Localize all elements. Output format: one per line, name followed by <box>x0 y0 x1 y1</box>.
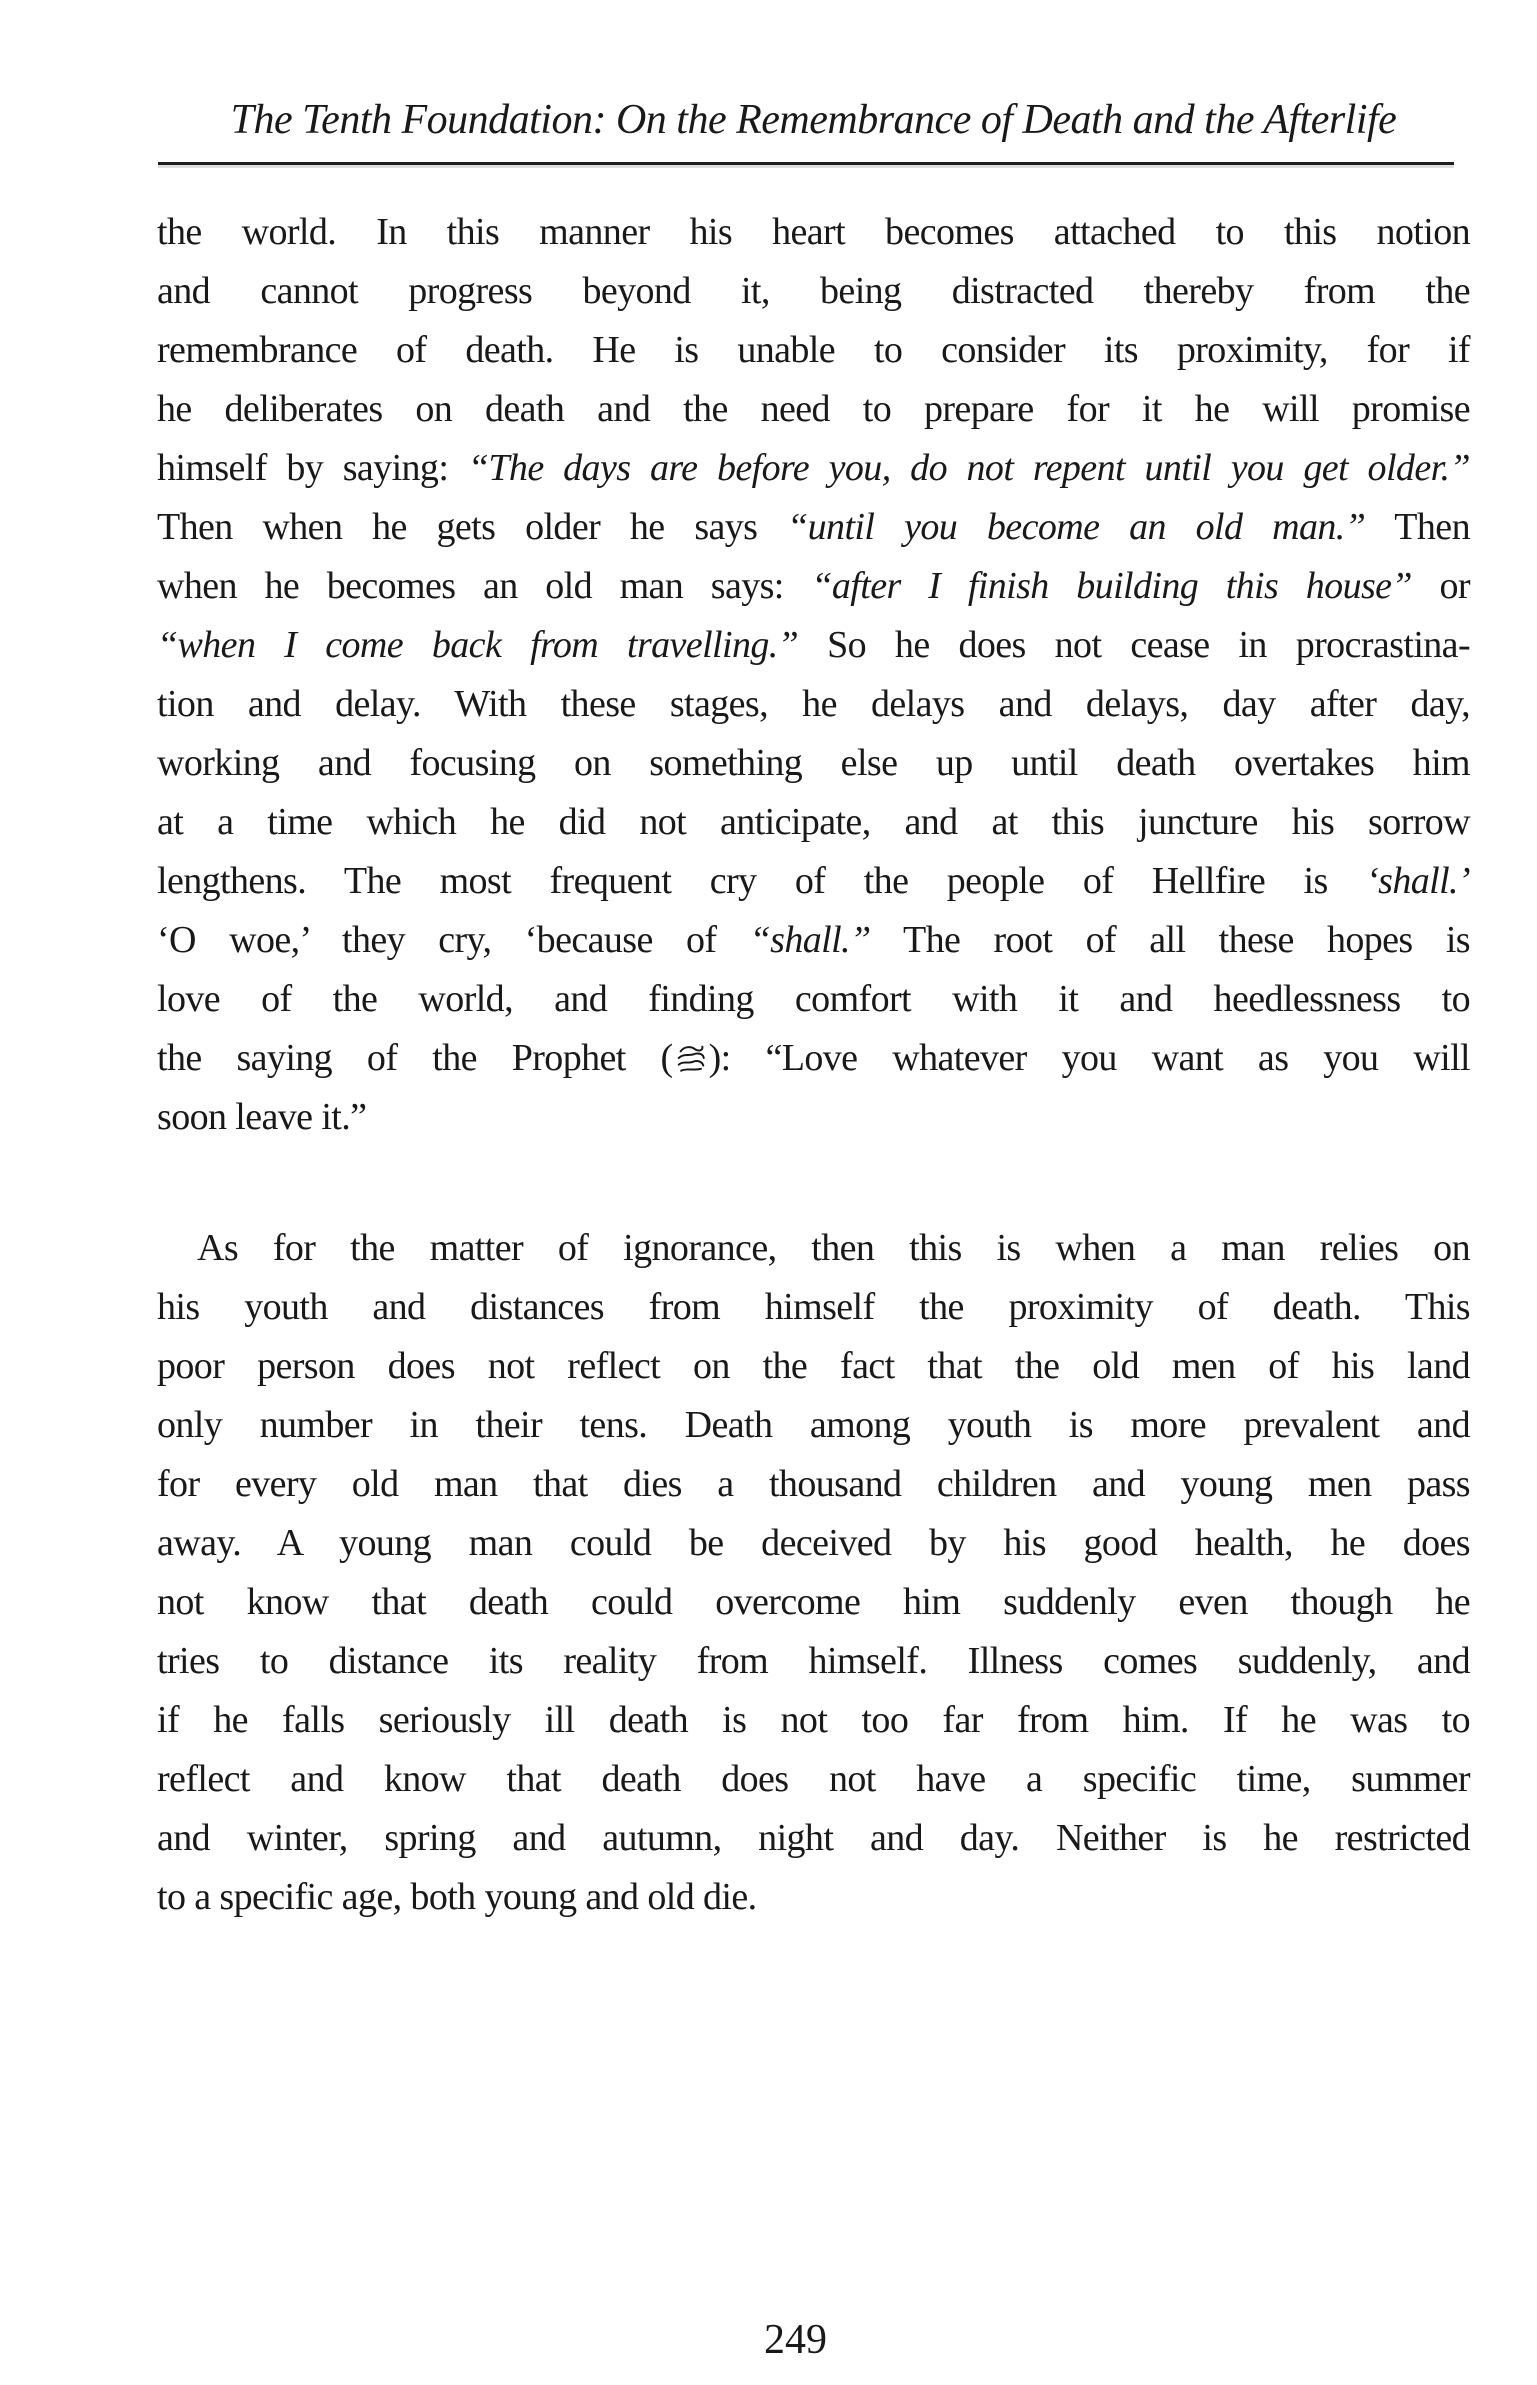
body-text: So he does not cease in procrastina- <box>798 624 1470 666</box>
text-line <box>157 262 1470 321</box>
body-text: ): “Love whatever you want as you will <box>708 1037 1470 1079</box>
body-text: only number in their tens. Death among youth is more prevalent and <box>157 1404 1470 1446</box>
text-line <box>157 1691 1470 1750</box>
body-text: love of the world, and finding comfort with it and heedlessness to <box>157 978 1470 1020</box>
text-line <box>157 1573 1470 1632</box>
italic-text: ‘shall.’ <box>1366 860 1470 902</box>
body-text: ‘O woe,’ they cry, ‘because of <box>157 919 750 961</box>
text-line <box>157 203 1470 262</box>
body-text: at a time which he did not anticipate, and at this juncture his sorrow <box>157 801 1470 843</box>
body-text: As for the matter of ignorance, then this is when a man relies on <box>197 1227 1470 1269</box>
body-text: to a specific age, both young and old die. <box>157 1876 757 1918</box>
text-line <box>157 321 1470 380</box>
body-text: reflect and know that death does not have a specific time, summer <box>157 1758 1470 1800</box>
body-text: for every old man that dies a thousand children and young men pass <box>157 1463 1470 1505</box>
italic-text: “until you become an old man.” <box>787 506 1366 548</box>
text-line <box>157 675 1470 734</box>
text-line <box>157 1750 1470 1809</box>
body-text: remembrance of death. He is unable to consider its proximity, for if <box>157 329 1470 371</box>
body-text: poor person does not reflect on the fact that the old men of his land <box>157 1345 1470 1387</box>
paragraph <box>157 1219 1470 1927</box>
text-line <box>157 1514 1470 1573</box>
body-text: soon leave it.” <box>157 1096 367 1138</box>
body-text: tion and delay. With these stages, he delays and delays, day after day, <box>157 683 1470 725</box>
header-rule-divider <box>158 162 1454 165</box>
text-line <box>157 1029 1470 1088</box>
text-line <box>157 911 1470 970</box>
text-line <box>157 1868 1470 1927</box>
page-body <box>157 203 1470 1927</box>
text-line <box>157 1632 1470 1691</box>
body-text: if he falls seriously ill death is not too far from him. If he was to <box>157 1699 1470 1741</box>
italic-text: “after I finish building this house” <box>811 565 1412 607</box>
body-text: his youth and distances from himself the proximity of death. This <box>157 1286 1470 1328</box>
italic-text: “when I come back from travelling.” <box>157 624 799 666</box>
body-text: tries to distance its reality from himself. Illness comes suddenly, and <box>157 1640 1470 1682</box>
body-text: or <box>1411 565 1470 607</box>
page-number: 249 <box>764 2317 827 2363</box>
body-text: he deliberates on death and the need to prepare for it he will promise <box>157 388 1470 430</box>
body-text: away. A young man could be deceived by his good health, he does <box>157 1522 1470 1564</box>
text-line <box>157 852 1470 911</box>
text-line <box>157 498 1470 557</box>
text-line <box>157 1088 1470 1147</box>
body-text: and winter, spring and autumn, night and day. Neither is he restricted <box>157 1817 1470 1859</box>
body-text: the saying of the Prophet ( <box>157 1037 673 1079</box>
paragraph <box>157 203 1470 1147</box>
text-line <box>157 380 1470 439</box>
text-line <box>157 1337 1470 1396</box>
body-text: not know that death could overcome him suddenly even though he <box>157 1581 1470 1623</box>
body-text: himself by saying: <box>157 447 468 489</box>
body-text: The root of all these hopes is <box>870 919 1470 961</box>
text-line <box>157 1396 1470 1455</box>
body-text: working and focusing on something else up until death overtakes him <box>157 742 1470 784</box>
text-line <box>157 439 1470 498</box>
body-text: the world. In this manner his heart becomes attached to this notion <box>157 211 1470 253</box>
text-line <box>157 1278 1470 1337</box>
italic-text: “shall.” <box>749 919 871 961</box>
body-text: Then <box>1365 506 1470 548</box>
body-text: and cannot progress beyond it, being distracted thereby from the <box>157 270 1470 312</box>
text-line <box>157 1809 1470 1868</box>
text-line <box>157 970 1470 1029</box>
body-text: lengthens. The most frequent cry of the people of Hellfire is <box>157 860 1367 902</box>
italic-text: “The days are before you, do not repent until you get older.” <box>467 447 1470 489</box>
body-text: when he becomes an old man says: <box>157 565 812 607</box>
text-line <box>157 793 1470 852</box>
body-text: Then when he gets older he says <box>157 506 788 548</box>
text-line <box>157 557 1470 616</box>
text-line <box>157 1455 1470 1514</box>
prophet-honorific-icon <box>674 1040 708 1076</box>
text-line <box>157 734 1470 793</box>
text-line <box>157 616 1470 675</box>
running-header-title: The Tenth Foundation: On the Remembrance of Death and the Afterlife <box>230 97 1397 143</box>
text-line <box>157 1219 1470 1278</box>
